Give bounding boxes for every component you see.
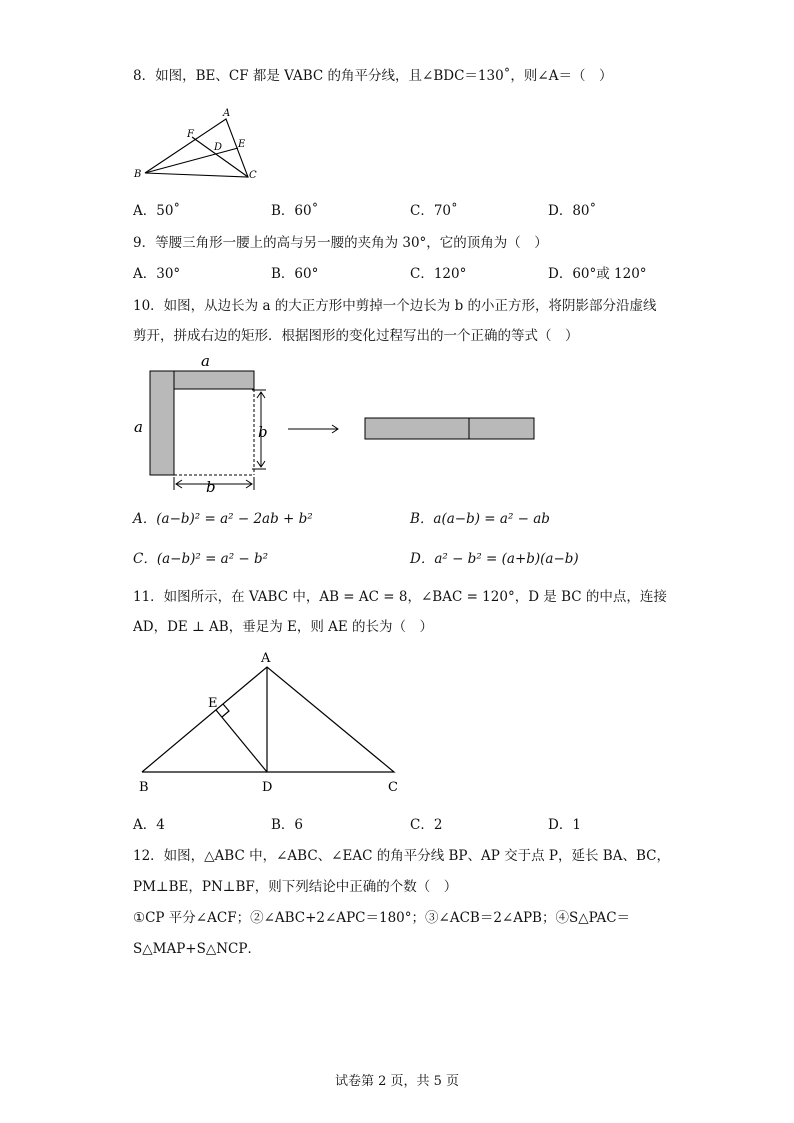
q9-stem: 9．等腰三角形一腰上的高与另一腰的夹角为 30°，它的顶角为（ ） [133, 235, 548, 251]
q11-label-B: B [139, 780, 149, 795]
q12-stem-line3: ①CP 平分∠ACF；②∠ABC+2∠APC＝180°；③∠ACB＝2∠APB；④S△PAC＝ [133, 910, 631, 926]
q8-label-D: D [214, 142, 223, 153]
q9-option-b: B．60° [271, 266, 319, 282]
q10-option-b: B．a(a−b) = a² − ab [410, 511, 550, 527]
q11-stem-line1: 11．如图所示，在 VABC 中，AB = AC = 8，∠BAC = 120°，D 是 BC 的中点，连接 [133, 589, 667, 605]
q10-stem-line2: 剪开，拼成右边的矩形．根据图形的变化过程写出的一个正确的等式（ ） [133, 328, 579, 344]
q10-label-a-left: a [134, 418, 143, 436]
q10-stem-line1: 10．如图，从边长为 a 的大正方形中剪掉一个边长为 b 的小正方形，将阴影部分沿虚线 [133, 298, 657, 314]
q8-option-c: C．70˚ [410, 203, 458, 219]
q9-option-a: A．30° [133, 266, 181, 282]
q8-label-A: A [223, 108, 231, 119]
q10-option-c: C．(a−b)² = a² − b² [133, 551, 269, 567]
q8-option-a: A．50˚ [133, 203, 181, 219]
q10-figure [130, 350, 550, 495]
q11-option-b: B．6 [271, 817, 304, 833]
q11-label-C: C [388, 780, 398, 795]
q10-option-a: A．(a−b)² = a² − 2ab + b² [133, 511, 313, 527]
q12-stem-line1: 12．如图，△ABC 中，∠ABC、∠EAC 的角平分线 BP、AP 交于点 P，延长 BA、BC， [133, 848, 670, 864]
q11-label-A: A [261, 651, 271, 666]
q11-option-c: C．2 [410, 817, 443, 833]
q11-label-E: E [208, 696, 218, 711]
q11-label-D: D [262, 780, 273, 795]
q11-stem-line2: AD，DE ⊥ AB，垂足为 E，则 AE 的长为（ ） [133, 619, 434, 635]
q12-stem-line2: PM⊥BE，PN⊥BF，则下列结论中正确的个数（ ） [133, 879, 458, 895]
q8-label-C: C [249, 170, 257, 181]
page-footer: 试卷第 2 页，共 5 页 [334, 1074, 460, 1089]
q10-option-d: D．a² − b² = (a+b)(a−b) [410, 551, 579, 567]
q9-option-d: D．60°或 120° [548, 266, 647, 282]
q8-option-b: B．60˚ [271, 203, 319, 219]
q8-stem: 8．如图，BE、CF 都是 VABC 的角平分线，且∠BDC＝130˚，则∠A＝（ ） [133, 68, 613, 84]
q8-label-F: F [187, 129, 194, 140]
q11-option-a: A．4 [133, 817, 165, 833]
q12-stem-line4: S△MAP+S△NCP． [133, 941, 261, 957]
q11-figure [130, 648, 410, 798]
q8-label-E: E [238, 139, 246, 150]
q8-option-d: D．80˚ [548, 203, 597, 219]
q11-option-d: D．1 [548, 817, 581, 833]
q8-label-B: B [134, 169, 142, 180]
q10-label-a-top: a [201, 352, 210, 370]
q9-option-c: C．120° [410, 266, 467, 282]
q8-figure [130, 104, 260, 184]
q10-label-b-right: b [258, 423, 268, 441]
q10-label-b-bottom: b [206, 478, 216, 496]
